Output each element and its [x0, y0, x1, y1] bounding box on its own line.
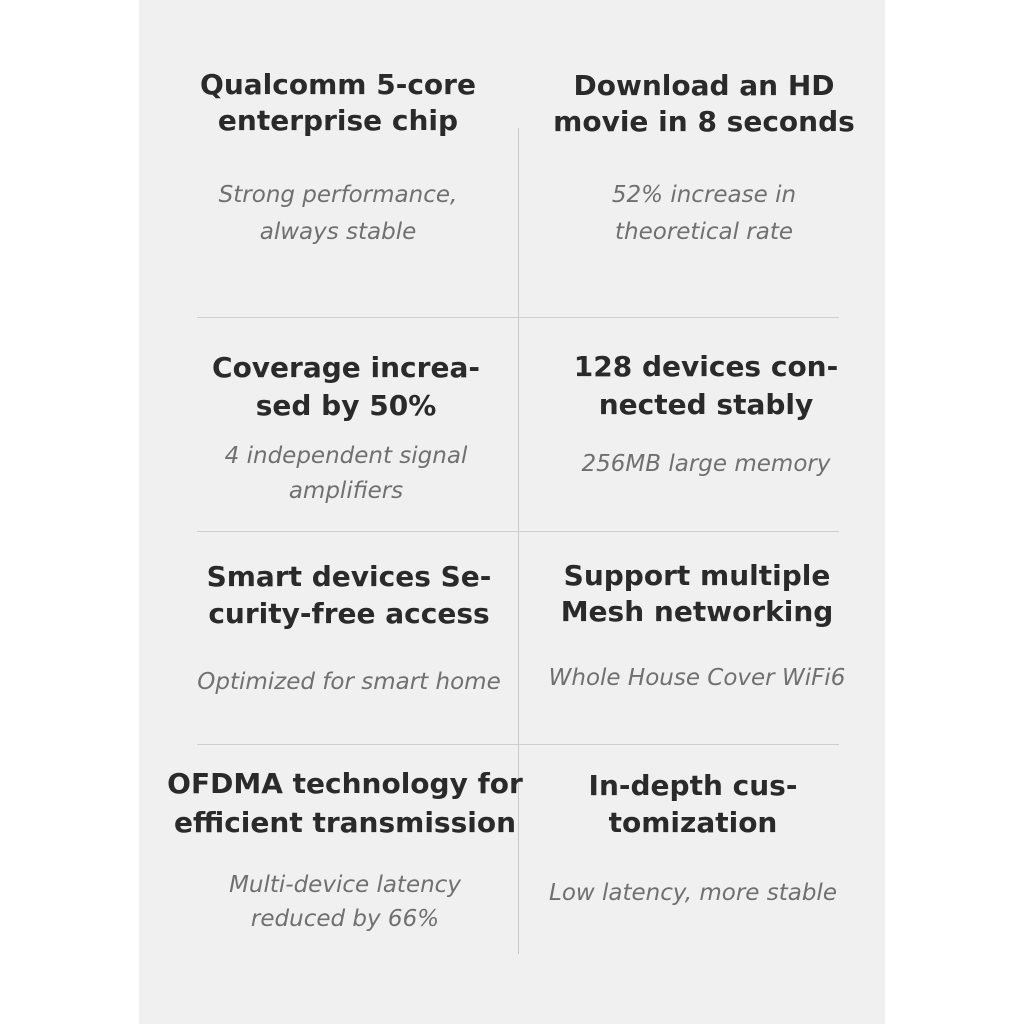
- feature-title: 128 devices con-: [573, 350, 839, 383]
- feature-cell-ofdma: [160, 764, 530, 964]
- feature-subtitle: theoretical rate: [615, 219, 793, 245]
- feature-title: OFDMA technology for: [167, 767, 523, 800]
- row-divider: [197, 744, 839, 745]
- feature-subtitle: always stable: [259, 219, 417, 245]
- feature-cell-download: [526, 68, 882, 268]
- feature-title: Smart devices Se-: [206, 560, 492, 593]
- feature-subtitle: reduced by 66%: [250, 906, 440, 932]
- feature-title: sed by 50%: [255, 389, 437, 422]
- feature-title: enterprise chip: [217, 104, 459, 137]
- feature-cell-chip: [160, 67, 516, 267]
- feature-title: curity-free access: [208, 597, 490, 630]
- feature-title: Coverage increa-: [212, 351, 480, 384]
- feature-subtitle: Optimized for smart home: [197, 669, 501, 695]
- feature-cell-coverage: [168, 349, 524, 519]
- feature-title: efficient transmission: [173, 806, 517, 839]
- feature-title: tomization: [608, 806, 778, 839]
- feature-cell-smart-devices: [171, 558, 527, 728]
- feature-title: Mesh networking: [560, 595, 834, 628]
- feature-subtitle: amplifiers: [288, 478, 404, 504]
- feature-subtitle: 4 independent signal: [224, 443, 468, 469]
- feature-subtitle: 256MB large memory: [581, 451, 831, 477]
- feature-cell-customization: [515, 767, 871, 967]
- feature-cell-devices: [528, 348, 884, 518]
- feature-title: Download an HD: [573, 69, 835, 102]
- feature-title: nected stably: [598, 388, 814, 421]
- row-divider: [197, 317, 839, 318]
- feature-subtitle: Low latency, more stable: [549, 880, 837, 906]
- feature-subtitle: Multi-device latency: [229, 872, 461, 898]
- feature-subtitle: 52% increase in: [611, 182, 797, 208]
- feature-title: Support multiple: [563, 559, 831, 592]
- feature-subtitle: Strong performance,: [218, 182, 458, 208]
- feature-title: Qualcomm 5-core: [200, 68, 476, 101]
- feature-subtitle: Whole House Cover WiFi6: [548, 665, 846, 691]
- row-divider: [197, 531, 839, 532]
- feature-cell-mesh: [519, 558, 875, 728]
- feature-title: In-depth cus-: [588, 769, 798, 802]
- feature-title: movie in 8 seconds: [553, 105, 855, 138]
